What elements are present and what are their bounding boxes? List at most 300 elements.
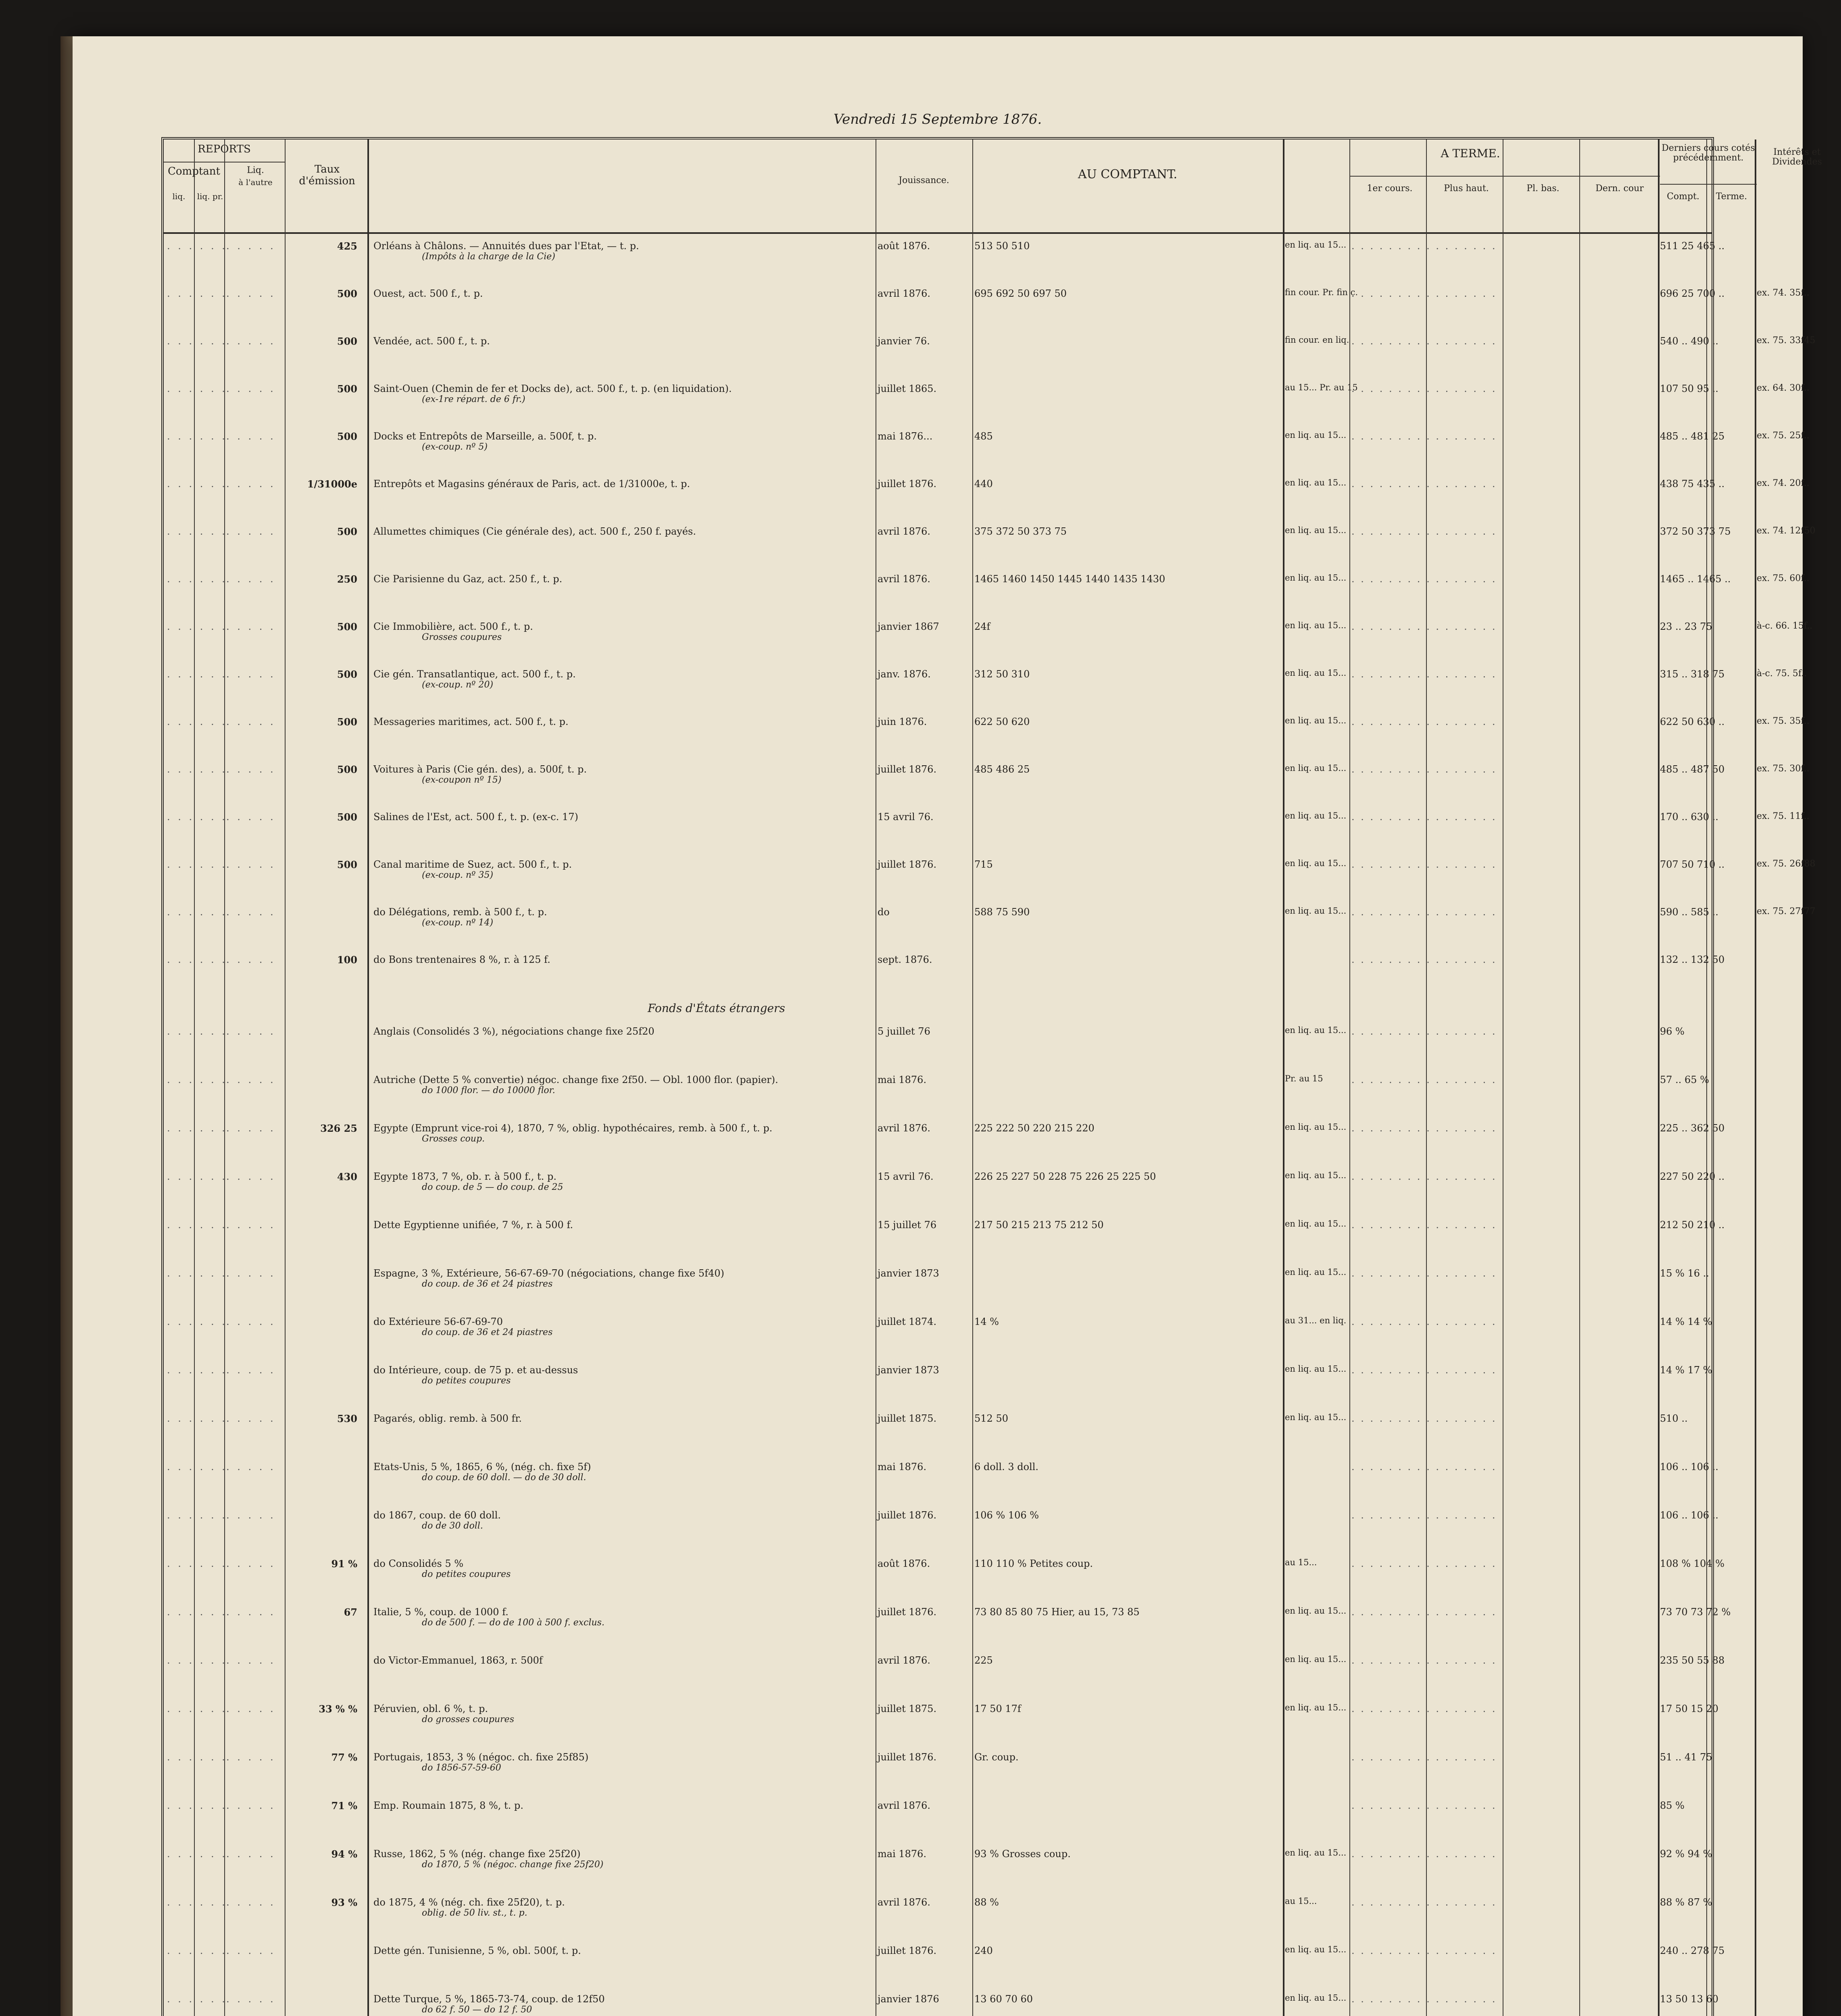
reports-comptant-cell: . . . . . . <box>167 1268 227 1279</box>
reports-comptant-cell: . . . . . . <box>167 859 227 870</box>
reports-liq-cell: . . . . . <box>226 1461 276 1472</box>
emission-rate: 500 <box>337 811 357 823</box>
comptant-quotes: 17 50 17f <box>974 1703 1021 1714</box>
reports-comptant-cell: . . . . . . <box>167 1800 227 1811</box>
terme-settlement: au 15... <box>1285 1896 1317 1906</box>
table-row <box>164 1219 1725 1264</box>
reports-comptant-cell: . . . . . . <box>167 431 227 442</box>
jouissance-date: juillet 1876. <box>878 1752 937 1763</box>
reports-liq-cell: . . . . . <box>226 1945 276 1956</box>
dividend: ex. 74. 20f.. <box>1757 478 1810 488</box>
reports-comptant-cell: . . . . . . <box>167 240 227 252</box>
reports-liq-cell: . . . . . <box>226 1655 276 1666</box>
reports-liq-cell: . . . . . <box>226 1219 276 1231</box>
table-row <box>164 954 1725 998</box>
header-a-terme: A TERME. <box>1441 147 1500 160</box>
terme-settlement: en liq. au 15... <box>1285 763 1347 773</box>
security-name: Saint-Ouen (Chemin de fer et Docks de), act. 500 f., t. p. (en liquidation). (ex-1re répart. de 6 fr.) <box>373 383 874 404</box>
security-name: Autriche (Dette 5 % convertie) négoc. change fixe 2f50. — Obl. 1000 flor. (papier). do 1000 flor. — do 10000 flor. <box>373 1074 874 1095</box>
reports-comptant-cell: . . . . . . <box>167 764 227 775</box>
jouissance-date: août 1876. <box>878 240 930 252</box>
jouissance-date: juillet 1876. <box>878 1606 937 1618</box>
emission-rate: 500 <box>337 431 357 442</box>
reports-comptant-cell: . . . . . . <box>167 1703 227 1714</box>
security-name: Cie Parisienne du Gaz, act. 250 f., t. p. <box>373 573 563 585</box>
previous-quotes: 108 % 104 % <box>1660 1558 1725 1569</box>
previous-quotes: 107 50 95 .. <box>1660 383 1719 394</box>
dividend: ex. 74. 35f.. <box>1757 288 1810 298</box>
security-name: do Bons trentenaires 8 %, r. à 125 f. <box>373 954 550 965</box>
previous-quotes: 132 .. 132 50 <box>1660 954 1725 965</box>
security-subline: do coup. de 5 — do coup. de 25 <box>422 1182 563 1192</box>
reports-comptant-cell: . . . . . . <box>167 1558 227 1569</box>
previous-quotes: 170 .. 630 .. <box>1660 811 1719 823</box>
table-row <box>164 1026 1712 1071</box>
comptant-quotes: 6 doll. 3 doll. <box>974 1461 1039 1472</box>
reports-comptant-cell: . . . . . . <box>167 1123 227 1134</box>
terme-quotes: . . . . . . . . . . . . . . . . <box>1351 1123 1497 1134</box>
table-header <box>164 140 1822 234</box>
jouissance-date: juillet 1865. <box>878 383 937 394</box>
security-name: Docks et Entrepôts de Marseille, a. 500f, t. p. (ex-coup. nº 5) <box>373 431 874 452</box>
security-name: Ouest, act. 500 f., t. p. <box>373 288 483 299</box>
table-row <box>164 858 1816 903</box>
reports-liq-cell: . . . . . <box>226 1074 276 1085</box>
security-name: do Extérieure 56-67-69-70 do coup. de 36 et 24 piastres <box>373 1316 874 1337</box>
jouissance-date: janvier 1867 <box>878 621 939 632</box>
jouissance-date: janv. 1876. <box>878 669 931 680</box>
emission-rate: 250 <box>337 573 357 585</box>
comptant-quotes: 485 486 25 <box>974 764 1030 775</box>
header-dernier-cours: Dern. cour <box>1595 183 1644 194</box>
reports-liq-cell: . . . . . <box>226 478 276 489</box>
terme-settlement: au 15... <box>1285 1558 1317 1567</box>
reports-liq-cell: . . . . . <box>226 716 276 727</box>
emission-rate: 77 % <box>331 1752 357 1763</box>
jouissance-date: 15 juillet 76 <box>878 1219 937 1231</box>
terme-settlement: au 15... Pr. au 15 <box>1285 383 1358 392</box>
security-name: do Intérieure, coup. de 75 p. et au-dessus do petites coupures <box>373 1364 874 1386</box>
security-subline: do petites coupures <box>422 1376 511 1386</box>
table-row <box>164 478 1810 523</box>
security-subline: do coup. de 36 et 24 piastres <box>422 1327 553 1337</box>
comptant-quotes: 1465 1460 1450 1445 1440 1435 1430 <box>974 573 1165 585</box>
terme-quotes: . . . . . . . . . . . . . . . . <box>1351 621 1497 632</box>
terme-settlement: en liq. au 15... <box>1285 621 1347 630</box>
table-row <box>164 1752 1712 1797</box>
section-heading: Fonds d'États étrangers <box>648 1002 785 1015</box>
previous-quotes: 315 .. 318 75 <box>1660 669 1725 680</box>
terme-quotes: . . . . . . . . . . . . . . . . <box>1351 859 1497 870</box>
reports-liq-cell: . . . . . <box>226 335 276 347</box>
reports-liq-cell: . . . . . <box>226 621 276 632</box>
security-subline: oblig. de 50 liv. st., t. p. <box>422 1908 527 1918</box>
emission-rate: 500 <box>337 859 357 871</box>
terme-settlement: en liq. au 15... <box>1285 1848 1347 1858</box>
reports-liq-cell: . . . . . <box>226 811 276 823</box>
reports-comptant-cell: . . . . . . <box>167 1752 227 1763</box>
header-terme: Terme. <box>1716 192 1747 202</box>
header-au-comptant: AU COMPTANT. <box>1078 167 1178 181</box>
header-liq-a: liq. <box>172 192 186 201</box>
reports-liq-cell: . . . . . <box>226 954 276 965</box>
dividend: ex. 75. 35f.. <box>1757 716 1810 726</box>
table-row <box>164 1074 1712 1119</box>
reports-liq-cell: . . . . . <box>226 1606 276 1618</box>
dividend: à-c. 66. 15f.. <box>1757 621 1813 631</box>
emission-rate: 430 <box>337 1171 357 1183</box>
terme-settlement: au 31... en liq. <box>1285 1316 1347 1325</box>
reports-comptant-cell: . . . . . . <box>167 1171 227 1182</box>
previous-quotes: 85 % <box>1660 1800 1685 1811</box>
terme-quotes: . . . . . . . . . . . . . . . . <box>1351 1268 1497 1279</box>
dividend: ex. 75. 26f88 <box>1757 859 1816 869</box>
security-name: Vendée, act. 500 f., t. p. <box>373 335 490 347</box>
security-name: Anglais (Consolidés 3 %), négociations change fixe 25f20 <box>373 1026 655 1037</box>
jouissance-date: avril 1876. <box>878 1655 931 1666</box>
reports-liq-cell: . . . . . <box>226 906 276 918</box>
comptant-quotes: 512 50 <box>974 1413 1008 1424</box>
security-name: Salines de l'Est, act. 500 f., t. p. (ex-c. 17) <box>373 811 578 823</box>
table-row <box>164 1316 1712 1361</box>
jouissance-date: juillet 1876. <box>878 764 937 775</box>
reports-comptant-cell: . . . . . . <box>167 954 227 965</box>
table-row <box>164 763 1810 808</box>
comptant-quotes: 88 % <box>974 1897 999 1908</box>
previous-quotes: 14 % 17 % <box>1660 1364 1712 1376</box>
reports-comptant-cell: . . . . . . <box>167 1606 227 1618</box>
comptant-quotes: 485 <box>974 431 993 442</box>
reports-comptant-cell: . . . . . . <box>167 1364 227 1376</box>
security-subline: (ex-coup. nº 20) <box>422 680 493 690</box>
comptant-quotes: 14 % <box>974 1316 999 1327</box>
emission-rate: 500 <box>337 335 357 347</box>
emission-rate: 91 % <box>331 1558 357 1570</box>
terme-settlement: en liq. au 15... <box>1285 1170 1347 1180</box>
emission-rate: 33 % % <box>319 1703 357 1715</box>
security-name: Entrepôts et Magasins généraux de Paris, act. de 1/31000e, t. p. <box>373 478 690 489</box>
comptant-quotes: 312 50 310 <box>974 669 1030 680</box>
terme-quotes: . . . . . . . . . . . . . . . . <box>1351 1558 1497 1569</box>
table-row <box>164 287 1810 332</box>
jouissance-date: juillet 1876. <box>878 1510 937 1521</box>
previous-quotes: 15 % 16 .. <box>1660 1268 1710 1279</box>
previous-quotes: 696 25 700 .. <box>1660 288 1725 299</box>
reports-liq-cell: . . . . . <box>226 1268 276 1279</box>
reports-comptant-cell: . . . . . . <box>167 669 227 680</box>
terme-settlement: en liq. au 15... <box>1285 1122 1347 1132</box>
table-row <box>164 1122 1725 1168</box>
terme-settlement: en liq. au 15... <box>1285 430 1347 440</box>
terme-quotes: . . . . . . . . . . . . . . . . <box>1351 1993 1497 2005</box>
dividend: ex. 75. 27f77 <box>1757 906 1816 916</box>
comptant-quotes: 110 110 % Petites coup. <box>974 1558 1093 1569</box>
reports-comptant-cell: . . . . . . <box>167 1945 227 1956</box>
table-row <box>164 716 1810 760</box>
header-a-lautre: à l'autre <box>238 177 273 187</box>
reports-comptant-cell: . . . . . . <box>167 1655 227 1666</box>
table-row <box>164 621 1813 665</box>
page-date-title: Vendredi 15 Septembre 1876. <box>833 111 1042 127</box>
previous-quotes: 96 % <box>1660 1026 1685 1037</box>
previous-quotes: 485 .. 487 50 <box>1660 764 1725 775</box>
header-reports: REPORTS <box>198 143 251 155</box>
reports-comptant-cell: . . . . . . <box>167 288 227 299</box>
dividend: à-c. 75. 5f.. <box>1757 669 1807 679</box>
table-row <box>164 1461 1719 1506</box>
table-row <box>164 668 1807 713</box>
table-row <box>164 1945 1725 1990</box>
jouissance-date: avril 1876. <box>878 1897 931 1908</box>
previous-quotes: 106 .. 106 .. <box>1660 1510 1719 1521</box>
jouissance-date: avril 1876. <box>878 526 931 537</box>
security-name: do Délégations, remb. à 500 f., t. p. (ex-coup. nº 14) <box>373 906 874 928</box>
comptant-quotes: 440 <box>974 478 993 489</box>
previous-quotes: 511 25 465 .. <box>1660 240 1725 252</box>
previous-quotes: 372 50 373 75 <box>1660 526 1731 537</box>
terme-quotes: . . . . . . . . . . . . . . . . <box>1351 431 1497 442</box>
table-row <box>164 335 1816 380</box>
emission-rate: 500 <box>337 526 357 537</box>
comptant-quotes: 73 80 85 80 75 Hier, au 15, 73 85 <box>974 1606 1140 1618</box>
jouissance-date: mai 1876. <box>878 1461 927 1472</box>
reports-comptant-cell: . . . . . . <box>167 906 227 918</box>
table-row <box>164 430 1810 475</box>
security-subline: (Impôts à la charge de la Cie) <box>422 252 555 262</box>
jouissance-date: juillet 1874. <box>878 1316 937 1327</box>
reports-liq-cell: . . . . . <box>226 1316 276 1327</box>
emission-rate: 67 <box>344 1606 357 1618</box>
terme-settlement: en liq. au 15... <box>1285 1993 1347 2003</box>
terme-quotes: . . . . . . . . . . . . . . . . <box>1351 1848 1497 1860</box>
previous-quotes: 13 50 13 60 <box>1660 1993 1719 2005</box>
terme-quotes: . . . . . . . . . . . . . . . . <box>1351 1606 1497 1618</box>
reports-comptant-cell: . . . . . . <box>167 1993 227 2005</box>
table-row <box>164 1897 1712 1942</box>
jouissance-date: juin 1876. <box>878 716 927 727</box>
reports-liq-cell: . . . . . <box>226 240 276 252</box>
terme-quotes: . . . . . . . . . . . . . . . . <box>1351 1655 1497 1666</box>
comptant-quotes: 225 <box>974 1655 993 1666</box>
security-subline: do grosses coupures <box>422 1714 514 1724</box>
jouissance-date: 5 juillet 76 <box>878 1026 930 1037</box>
security-name: Emp. Roumain 1875, 8 %, t. p. <box>373 1800 523 1811</box>
security-subline: (ex-coup. nº 14) <box>422 918 493 928</box>
table-row <box>164 573 1810 618</box>
security-name: Pagarés, oblig. remb. à 500 fr. <box>373 1413 522 1424</box>
security-subline: Grosses coup. <box>422 1134 485 1144</box>
security-name: Péruvien, obl. 6 %, t. p. do grosses coupures <box>373 1703 874 1724</box>
terme-settlement: en liq. au 15... <box>1285 1267 1347 1277</box>
reports-liq-cell: . . . . . <box>226 1510 276 1521</box>
terme-quotes: . . . . . . . . . . . . . . . . <box>1351 335 1497 347</box>
security-subline: (ex-coup. nº 5) <box>422 442 488 452</box>
table-row <box>164 240 1725 285</box>
header-compt: Compt. <box>1667 192 1699 202</box>
terme-quotes: . . . . . . . . . . . . . . . . <box>1351 478 1497 489</box>
terme-quotes: . . . . . . . . . . . . . . . . <box>1351 1074 1497 1085</box>
header-interets-dividendes: Intérêts et Dividendes <box>1772 147 1822 167</box>
reports-liq-cell: . . . . . <box>226 383 276 394</box>
previous-quotes: 438 75 435 .. <box>1660 478 1725 489</box>
reports-liq-cell: . . . . . <box>226 288 276 299</box>
security-name: Portugais, 1853, 3 % (négoc. ch. fixe 25f85) do 1856-57-59-60 <box>373 1752 874 1773</box>
terme-quotes: . . . . . . . . . . . . . . . . <box>1351 1945 1497 1956</box>
terme-quotes: . . . . . . . . . . . . . . . . <box>1351 240 1497 252</box>
comptant-quotes: 225 222 50 220 215 220 <box>974 1123 1095 1134</box>
previous-quotes: 707 50 710 .. <box>1660 859 1725 870</box>
terme-quotes: . . . . . . . . . . . . . . . . <box>1351 1364 1497 1376</box>
reports-comptant-cell: . . . . . . <box>167 1026 227 1037</box>
reports-comptant-cell: . . . . . . <box>167 621 227 632</box>
dividend: ex. 75. 30f.. <box>1757 764 1810 774</box>
terme-settlement: en liq. au 15... <box>1285 1219 1347 1229</box>
table-row <box>164 1606 1731 1652</box>
previous-quotes: 540 .. 490 .. <box>1660 335 1719 347</box>
terme-quotes: . . . . . . . . . . . . . . . . <box>1351 526 1497 537</box>
terme-quotes: . . . . . . . . . . . . . . . . <box>1351 716 1497 727</box>
security-subline: (ex-1re répart. de 6 fr.) <box>422 394 525 404</box>
terme-settlement: en liq. au 15... <box>1285 668 1347 678</box>
terme-quotes: . . . . . . . . . . . . . . . . <box>1351 1461 1497 1472</box>
table-row <box>164 906 1816 951</box>
previous-quotes: 622 50 630 .. <box>1660 716 1725 727</box>
previous-quotes: 57 .. 65 % <box>1660 1074 1710 1085</box>
jouissance-date: avril 1876. <box>878 573 931 585</box>
header-jouissance: Jouissance. <box>899 175 949 185</box>
emission-rate: 500 <box>337 716 357 728</box>
previous-quotes: 51 .. 41 75 <box>1660 1752 1712 1763</box>
table-row <box>164 1510 1719 1555</box>
jouissance-date: avril 1876. <box>878 288 931 299</box>
reports-comptant-cell: . . . . . . <box>167 1316 227 1327</box>
emission-rate: 1/31000e <box>307 478 357 490</box>
previous-quotes: 88 % 87 % <box>1660 1897 1712 1908</box>
table-row <box>164 525 1816 570</box>
reports-comptant-cell: . . . . . . <box>167 1074 227 1085</box>
reports-comptant-cell: . . . . . . <box>167 383 227 394</box>
header-liq-pr: liq. pr. <box>197 192 223 201</box>
reports-comptant-cell: . . . . . . <box>167 478 227 489</box>
security-name: Espagne, 3 %, Extérieure, 56-67-69-70 (négociations, change fixe 5f40) do coup. de 36 et 24 piastres <box>373 1268 874 1289</box>
jouissance-date: 15 avril 76. <box>878 811 934 823</box>
security-subline: (ex-coupon nº 15) <box>422 775 502 785</box>
terme-settlement: en liq. au 15... <box>1285 906 1347 916</box>
reports-comptant-cell: . . . . . . <box>167 1219 227 1231</box>
newspaper-page <box>73 36 1822 2016</box>
terme-settlement: en liq. au 15... <box>1285 858 1347 868</box>
emission-rate: 326 25 <box>320 1123 357 1134</box>
security-name: Allumettes chimiques (Cie générale des), act. 500 f., 250 f. payés. <box>373 526 696 537</box>
terme-settlement: en liq. au 15... <box>1285 1606 1347 1616</box>
table-row <box>164 1654 1725 1700</box>
table-row <box>164 1993 1719 2016</box>
jouissance-date: juillet 1875. <box>878 1413 937 1424</box>
security-subline: do coup. de 60 doll. — do de 30 doll. <box>422 1472 586 1483</box>
comptant-quotes: 715 <box>974 859 993 870</box>
jouissance-date: juillet 1876. <box>878 478 937 489</box>
dividend: ex. 74. 12f50 <box>1757 526 1816 536</box>
previous-quotes: 73 70 73 72 % <box>1660 1606 1731 1618</box>
security-subline: do de 500 f. — do de 100 à 500 f. exclus. <box>422 1618 605 1628</box>
terme-settlement: Pr. au 15 <box>1285 1074 1323 1083</box>
comptant-quotes: 24f <box>974 621 990 632</box>
terme-quotes: . . . . . . . . . . . . . . . . <box>1351 383 1497 394</box>
previous-quotes: 227 50 220 .. <box>1660 1171 1725 1182</box>
comptant-quotes: 217 50 215 213 75 212 50 <box>974 1219 1104 1231</box>
reports-liq-cell: . . . . . <box>226 431 276 442</box>
jouissance-date: avril 1876. <box>878 1123 931 1134</box>
terme-quotes: . . . . . . . . . . . . . . . . <box>1351 1413 1497 1424</box>
reports-comptant-cell: . . . . . . <box>167 1461 227 1472</box>
terme-quotes: . . . . . . . . . . . . . . . . <box>1351 1800 1497 1811</box>
header-taux: Taux d'émission <box>299 163 355 187</box>
security-name: Etats-Unis, 5 %, 1865, 6 %, (nég. ch. fixe 5f) do coup. de 60 doll. — do de 30 doll. <box>373 1461 874 1483</box>
reports-liq-cell: . . . . . <box>226 859 276 870</box>
jouissance-date: janvier 1873 <box>878 1364 939 1376</box>
comptant-quotes: 93 % Grosses coup. <box>974 1848 1071 1860</box>
terme-settlement: en liq. au 15... <box>1285 240 1347 250</box>
jouissance-date: juillet 1876. <box>878 1945 937 1956</box>
security-name: Orléans à Châlons. — Annuités dues par l'Etat, — t. p. (Impôts à la charge de la Cie) <box>373 240 874 262</box>
comptant-quotes: 622 50 620 <box>974 716 1030 727</box>
terme-settlement: fin cour. Pr. fin c. <box>1285 287 1358 297</box>
terme-quotes: . . . . . . . . . . . . . . . . <box>1351 1171 1497 1182</box>
emission-rate: 71 % <box>331 1800 357 1812</box>
comptant-quotes: 513 50 510 <box>974 240 1030 252</box>
security-name: do Victor-Emmanuel, 1863, r. 500f <box>373 1655 543 1666</box>
dividend: ex. 75. 11f.. <box>1757 811 1810 821</box>
terme-quotes: . . . . . . . . . . . . . . . . <box>1351 288 1497 299</box>
reports-liq-cell: . . . . . <box>226 1171 276 1182</box>
terme-quotes: . . . . . . . . . . . . . . . . <box>1351 764 1497 775</box>
emission-rate: 500 <box>337 669 357 680</box>
reports-comptant-cell: . . . . . . <box>167 1848 227 1860</box>
security-subline: do de 30 doll. <box>422 1521 483 1531</box>
comptant-quotes: 13 60 70 60 <box>974 1993 1033 2005</box>
security-name: Italie, 5 %, coup. de 1000 f. do de 500 f. — do de 100 à 500 f. exclus. <box>373 1606 874 1628</box>
table-row <box>164 1364 1712 1410</box>
security-name: Egypte 1873, 7 %, ob. r. à 500 f., t. p. do coup. de 5 — do coup. de 25 <box>373 1171 874 1192</box>
previous-quotes: 106 .. 106 .. <box>1660 1461 1719 1472</box>
terme-quotes: . . . . . . . . . . . . . . . . <box>1351 1897 1497 1908</box>
stock-quotation-table <box>161 111 1822 2016</box>
jouissance-date: mai 1876. <box>878 1848 927 1860</box>
terme-settlement: en liq. au 15... <box>1285 1025 1347 1035</box>
reports-liq-cell: . . . . . <box>226 526 276 537</box>
jouissance-date: mai 1876. <box>878 1074 927 1085</box>
reports-comptant-cell: . . . . . . <box>167 1510 227 1521</box>
security-name: Dette Turque, 5 %, 1865-73-74, coup. de 12f50 do 62 f. 50 — do 12 f. 50 <box>373 1993 874 2015</box>
security-name: Messageries maritimes, act. 500 f., t. p. <box>373 716 569 727</box>
jouissance-date: janvier 1873 <box>878 1268 939 1279</box>
emission-rate: 94 % <box>331 1848 357 1860</box>
terme-quotes: . . . . . . . . . . . . . . . . <box>1351 669 1497 680</box>
reports-liq-cell: . . . . . <box>226 1123 276 1134</box>
reports-comptant-cell: . . . . . . <box>167 526 227 537</box>
emission-rate: 100 <box>337 954 357 966</box>
security-name: Voitures à Paris (Cie gén. des), a. 500f, t. p. (ex-coupon nº 15) <box>373 764 874 785</box>
table-row <box>164 811 1810 856</box>
terme-quotes: . . . . . . . . . . . . . . . . <box>1351 906 1497 918</box>
previous-quotes: 212 50 210 .. <box>1660 1219 1725 1231</box>
terme-quotes: . . . . . . . . . . . . . . . . <box>1351 1510 1497 1521</box>
emission-rate: 500 <box>337 764 357 775</box>
comptant-quotes: Gr. coup. <box>974 1752 1019 1763</box>
reports-liq-cell: . . . . . <box>226 764 276 775</box>
reports-liq-cell: . . . . . <box>226 1993 276 2005</box>
security-name: do Consolidés 5 % do petites coupures <box>373 1558 874 1579</box>
